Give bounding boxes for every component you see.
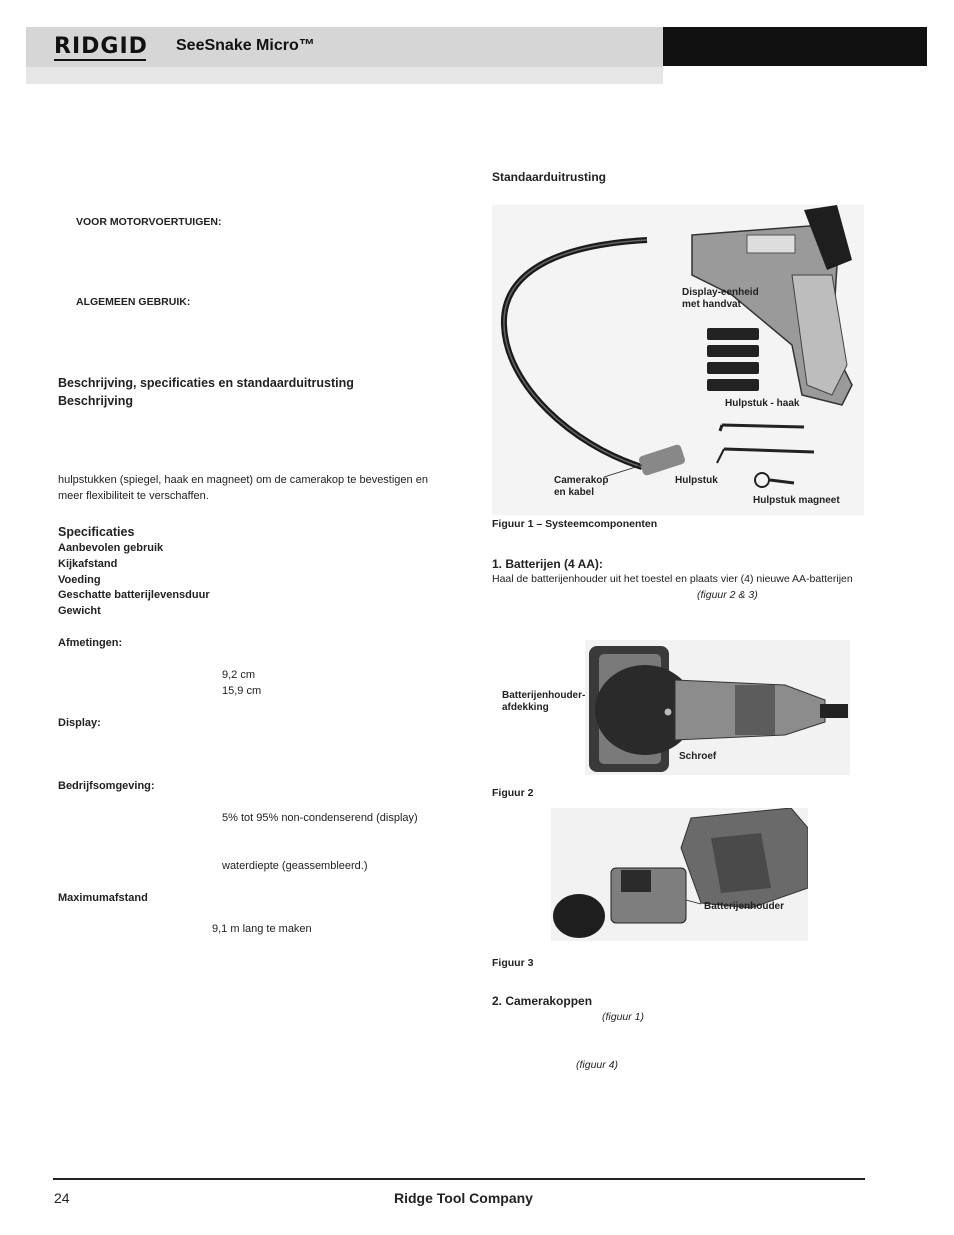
- spec-environment-label: Bedrijfsomgeving:: [58, 780, 155, 792]
- logo-underline: [54, 59, 146, 61]
- figure-3-caption: Figuur 3: [492, 957, 534, 969]
- standard-equipment-title: Standaarduitrusting: [492, 170, 607, 184]
- header-subband: [26, 67, 663, 84]
- figure-2-illustration: [585, 640, 850, 775]
- description-line-1: hulpstukken (spiegel, haak en magneet) om de camerakop te bevestigen en: [58, 474, 428, 486]
- footer-rule: [53, 1178, 865, 1180]
- label-display-unit: Display-eenheid met handvat: [682, 287, 759, 310]
- spec-item: Voeding: [58, 574, 101, 586]
- heading-motor-vehicles: VOOR MOTORVOERTUIGEN:: [76, 216, 222, 228]
- header-black-block: [663, 27, 927, 66]
- camera-figure-ref-4: (figuur 4): [576, 1059, 619, 1071]
- figure-1-illustration: [492, 205, 864, 515]
- label-camera-head: Camerakop en kabel: [554, 475, 609, 498]
- humidity-value: 5% tot 95% non-condenserend (display): [222, 812, 418, 824]
- label-battery-holder: Batterijenhouder: [704, 901, 785, 912]
- page-number: 24: [54, 1190, 70, 1206]
- page-header-title: SeeSnake Micro™: [176, 37, 315, 54]
- batteries-heading: 1. Batterijen (4 AA):: [492, 557, 603, 571]
- dimension-value-1: 9,2 cm: [222, 669, 256, 681]
- description-line-2: meer flexibiliteit te verschaffen.: [58, 490, 209, 502]
- figure-2-caption: Figuur 2: [492, 787, 534, 799]
- batteries-figure-ref: (figuur 2 & 3): [697, 589, 758, 601]
- max-distance-value: 9,1 m lang te maken: [212, 923, 312, 935]
- label-attachment: Hulpstuk: [675, 475, 718, 486]
- label-hook-attachment: Hulpstuk - haak: [725, 398, 800, 409]
- label-magnet-attachment: Hulpstuk magneet: [753, 495, 840, 506]
- spec-dimensions-label: Afmetingen:: [58, 637, 123, 649]
- ridgid-logo: RIDGID: [54, 34, 148, 59]
- spec-item: Aanbevolen gebruik: [58, 542, 164, 554]
- spec-display-label: Display:: [58, 717, 101, 729]
- camera-figure-ref-1: (figuur 1): [602, 1011, 645, 1023]
- heading-general-use: ALGEMEEN GEBRUIK:: [76, 296, 191, 308]
- label-screw: Schroef: [679, 751, 717, 762]
- footer-company: Ridge Tool Company: [394, 1190, 533, 1206]
- spec-item: Gewicht: [58, 605, 101, 617]
- spec-max-distance-label: Maximumafstand: [58, 892, 148, 904]
- section-title: Beschrijving, specificaties en standaarduitrusting: [58, 376, 354, 390]
- subsection-specifications: Specificaties: [58, 525, 135, 539]
- subsection-description: Beschrijving: [58, 394, 134, 408]
- water-depth-value: waterdiepte (geassembleerd.): [222, 860, 368, 872]
- figure-3-illustration: [551, 808, 808, 941]
- batteries-text: Haal de batterijenhouder uit het toestel en plaats vier (4) nieuwe AA-batterijen: [492, 573, 853, 585]
- label-battery-cover: Batterijenhouder-afdekking: [502, 690, 586, 713]
- spec-item: Kijkafstand: [58, 558, 118, 570]
- camera-heads-heading: 2. Camerakoppen: [492, 994, 593, 1008]
- spec-item: Geschatte batterijlevensduur: [58, 589, 210, 601]
- figure-1-caption: Figuur 1 – Systeemcomponenten: [492, 518, 658, 530]
- dimension-value-2: 15,9 cm: [222, 685, 262, 697]
